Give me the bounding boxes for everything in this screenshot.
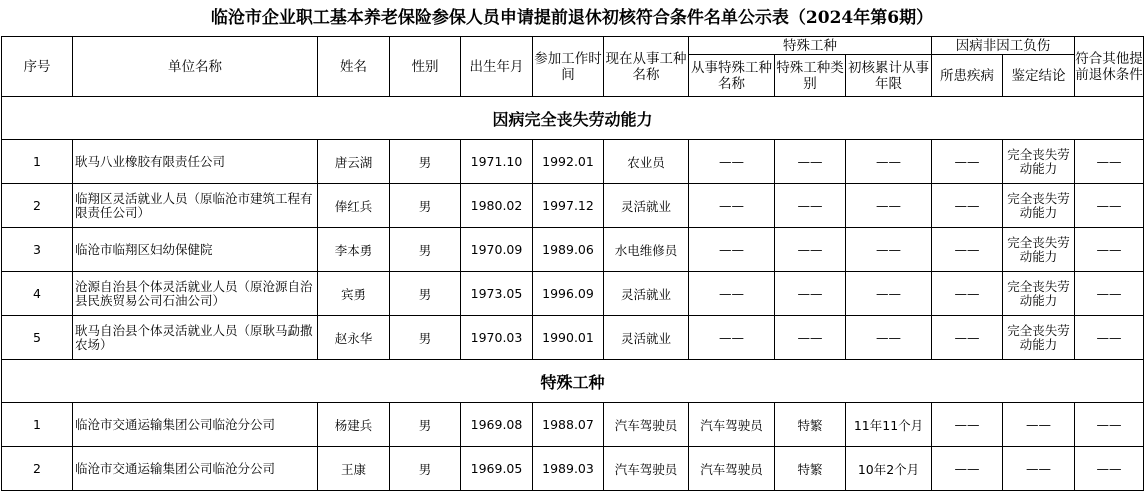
table-body <box>2 97 1144 491</box>
cell-special-name: —— <box>689 228 775 272</box>
cell-other: —— <box>1075 184 1144 228</box>
cell-name: 唐云湖 <box>318 140 390 184</box>
cell-gender: 男 <box>390 316 461 360</box>
cell-gender: 男 <box>390 228 461 272</box>
cell-special-years: —— <box>846 316 932 360</box>
cell-illness: —— <box>932 272 1003 316</box>
cell-unit: 临翔区灵活就业人员（原临沧市建筑工程有限责任公司） <box>73 184 318 228</box>
cell-special-type: 特繁 <box>775 403 846 447</box>
cell-illness: —— <box>932 184 1003 228</box>
cell-name: 俸红兵 <box>318 184 390 228</box>
cell-work-start: 1996.09 <box>533 272 604 316</box>
cell-current-job: 水电维修员 <box>604 228 689 272</box>
cell-unit: 临沧市交通运输集团公司临沧分公司 <box>73 403 318 447</box>
cell-birth: 1970.09 <box>461 228 533 272</box>
cell-seq: 5 <box>2 316 73 360</box>
cell-work-start: 1989.06 <box>533 228 604 272</box>
header-special-name: 从事特殊工种名称 <box>689 55 775 97</box>
cell-gender: 男 <box>390 272 461 316</box>
header-special-years: 初核累计从事年限 <box>846 55 932 97</box>
cell-seq: 4 <box>2 272 73 316</box>
header-other: 符合其他提前退休条件 <box>1075 37 1144 97</box>
header-illness-group: 因病非因工负伤 <box>932 37 1075 55</box>
cell-work-start: 1989.03 <box>533 447 604 491</box>
cell-name: 宾勇 <box>318 272 390 316</box>
cell-current-job: 灵活就业 <box>604 184 689 228</box>
table-row <box>2 272 1144 316</box>
header-current-job: 现在从事工种名称 <box>604 37 689 97</box>
cell-other: —— <box>1075 403 1144 447</box>
cell-unit: 临沧市临翔区妇幼保健院 <box>73 228 318 272</box>
cell-other: —— <box>1075 228 1144 272</box>
cell-conclusion: —— <box>1003 447 1075 491</box>
cell-current-job: 汽车驾驶员 <box>604 403 689 447</box>
cell-current-job: 汽车驾驶员 <box>604 447 689 491</box>
cell-conclusion: 完全丧失劳动能力 <box>1003 140 1075 184</box>
cell-seq: 2 <box>2 447 73 491</box>
cell-name: 王康 <box>318 447 390 491</box>
header-work-start: 参加工作时间 <box>533 37 604 97</box>
cell-work-start: 1988.07 <box>533 403 604 447</box>
cell-special-name: —— <box>689 272 775 316</box>
cell-special-type: 特繁 <box>775 447 846 491</box>
section-row <box>2 360 1144 403</box>
header-name: 姓名 <box>318 37 390 97</box>
cell-work-start: 1990.01 <box>533 316 604 360</box>
cell-special-name: 汽车驾驶员 <box>689 447 775 491</box>
cell-illness: —— <box>932 447 1003 491</box>
cell-special-years: —— <box>846 140 932 184</box>
cell-birth: 1973.05 <box>461 272 533 316</box>
cell-special-type: —— <box>775 272 846 316</box>
cell-special-years: —— <box>846 272 932 316</box>
cell-other: —— <box>1075 140 1144 184</box>
cell-illness: —— <box>932 316 1003 360</box>
table-row <box>2 447 1144 491</box>
cell-special-type: —— <box>775 140 846 184</box>
cell-conclusion: 完全丧失劳动能力 <box>1003 316 1075 360</box>
cell-work-start: 1997.12 <box>533 184 604 228</box>
section-title: 特殊工种 <box>2 360 1144 403</box>
cell-birth: 1970.03 <box>461 316 533 360</box>
cell-birth: 1971.10 <box>461 140 533 184</box>
cell-special-name: —— <box>689 140 775 184</box>
table-row <box>2 403 1144 447</box>
cell-seq: 3 <box>2 228 73 272</box>
cell-illness: —— <box>932 228 1003 272</box>
header-conclusion: 鉴定结论 <box>1003 55 1075 97</box>
table-row <box>2 184 1144 228</box>
cell-special-years: —— <box>846 228 932 272</box>
cell-other: —— <box>1075 447 1144 491</box>
header-special-type: 特殊工种类别 <box>775 55 846 97</box>
cell-current-job: 灵活就业 <box>604 272 689 316</box>
header-gender: 性别 <box>390 37 461 97</box>
cell-unit: 临沧市交通运输集团公司临沧分公司 <box>73 447 318 491</box>
cell-seq: 2 <box>2 184 73 228</box>
cell-unit: 沧源自治县个体灵活就业人员（原沧源自治县民族贸易公司石油公司） <box>73 272 318 316</box>
cell-conclusion: 完全丧失劳动能力 <box>1003 184 1075 228</box>
cell-name: 李本勇 <box>318 228 390 272</box>
cell-unit: 耿马自治县个体灵活就业人员（原耿马勐撒农场） <box>73 316 318 360</box>
cell-birth: 1969.08 <box>461 403 533 447</box>
cell-unit: 耿马八业橡胶有限责任公司 <box>73 140 318 184</box>
header-seq: 序号 <box>2 37 73 97</box>
cell-special-years: —— <box>846 184 932 228</box>
cell-birth: 1969.05 <box>461 447 533 491</box>
cell-work-start: 1992.01 <box>533 140 604 184</box>
cell-current-job: 灵活就业 <box>604 316 689 360</box>
cell-gender: 男 <box>390 140 461 184</box>
cell-current-job: 农业员 <box>604 140 689 184</box>
cell-conclusion: —— <box>1003 403 1075 447</box>
cell-illness: —— <box>932 140 1003 184</box>
section-row <box>2 97 1144 140</box>
header-illness: 所患疾病 <box>932 55 1003 97</box>
cell-special-years: 10年2个月 <box>846 447 932 491</box>
cell-seq: 1 <box>2 403 73 447</box>
cell-conclusion: 完全丧失劳动能力 <box>1003 228 1075 272</box>
page-title: 临沧市企业职工基本养老保险参保人员申请提前退休初核符合条件名单公示表（2024年第6期） <box>210 8 934 28</box>
cell-special-name: 汽车驾驶员 <box>689 403 775 447</box>
cell-special-type: —— <box>775 316 846 360</box>
table-row <box>2 140 1144 184</box>
cell-name: 杨建兵 <box>318 403 390 447</box>
cell-illness: —— <box>932 403 1003 447</box>
header-birth: 出生年月 <box>461 37 533 97</box>
cell-birth: 1980.02 <box>461 184 533 228</box>
cell-other: —— <box>1075 272 1144 316</box>
roster-table <box>1 36 1144 491</box>
table-row <box>2 228 1144 272</box>
cell-gender: 男 <box>390 184 461 228</box>
cell-special-name: —— <box>689 184 775 228</box>
cell-conclusion: 完全丧失劳动能力 <box>1003 272 1075 316</box>
cell-name: 赵永华 <box>318 316 390 360</box>
cell-special-years: 11年11个月 <box>846 403 932 447</box>
cell-gender: 男 <box>390 403 461 447</box>
cell-gender: 男 <box>390 447 461 491</box>
table-header <box>2 37 1144 97</box>
header-unit: 单位名称 <box>73 37 318 97</box>
section-title: 因病完全丧失劳动能力 <box>2 97 1144 140</box>
cell-other: —— <box>1075 316 1144 360</box>
cell-seq: 1 <box>2 140 73 184</box>
header-special-group: 特殊工种 <box>689 37 932 55</box>
cell-special-type: —— <box>775 184 846 228</box>
table-row <box>2 316 1144 360</box>
cell-special-type: —— <box>775 228 846 272</box>
cell-special-name: —— <box>689 316 775 360</box>
